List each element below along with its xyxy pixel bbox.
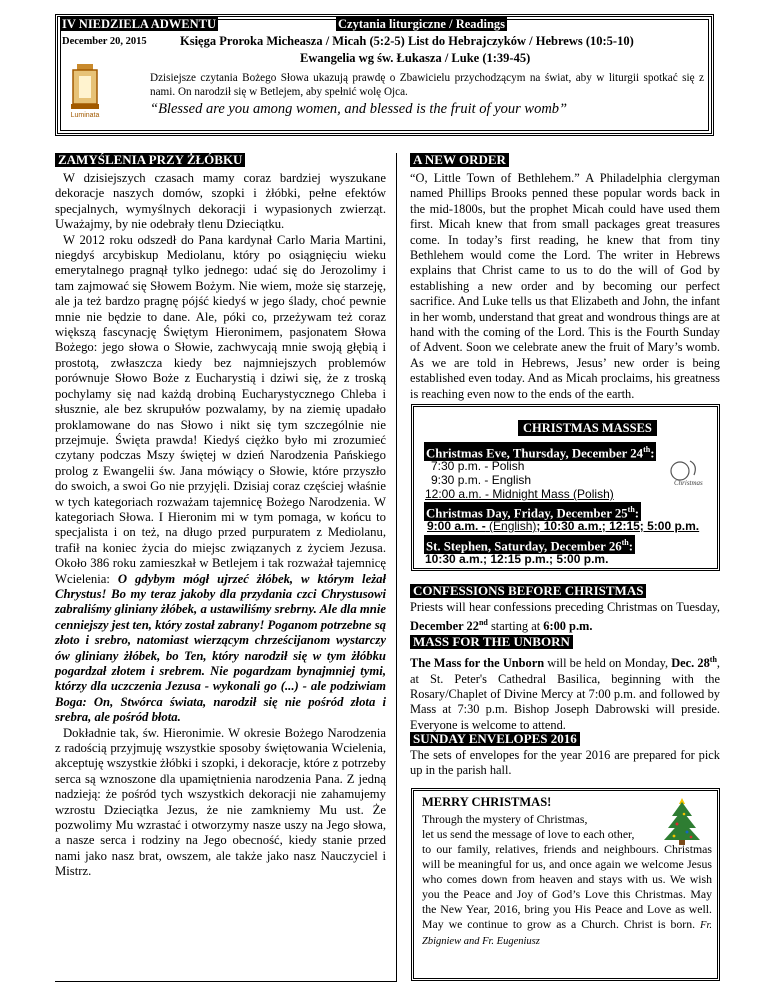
mass-time: 12:00 a.m. - Midnight Mass (Polish) <box>425 487 614 501</box>
mass-time: 9:00 a.m. - <box>427 519 486 533</box>
unborn-date: Dec. 28 <box>671 656 710 671</box>
christmas-eve-sup: th <box>643 445 651 454</box>
merry-christmas-title: MERRY CHRISTMAS! <box>422 795 552 809</box>
svg-text:Christmas: Christmas <box>674 479 703 487</box>
reflection-paragraph: W dzisiejszych czasach mamy coraz bardziej wyszukane dekoracje naszych domów, szopki i żłóbki, pełne efektów specjalnych, wymyślnych dekoracji i wypasionych zwierząt. Uważajmy, by nie odebrały tlenu Dzieciątku. <box>55 171 386 232</box>
unborn-text: will be held on Monday, <box>544 656 672 671</box>
reflection-body <box>55 171 386 880</box>
confessions-date-sup: nd <box>478 618 488 628</box>
reflection-heading: ZAMYŚLENIA PRZY ŻŁÓBKU <box>55 153 245 167</box>
christmas-decoration-icon <box>668 455 708 487</box>
christmas-day-times <box>427 519 699 533</box>
lantern-icon <box>63 62 107 112</box>
christmas-eve-text: Christmas Eve, Thursday, December 24 <box>426 446 644 461</box>
unborn-body <box>410 652 720 733</box>
confessions-text: starting at <box>487 619 544 634</box>
unborn-date-sup: th <box>709 655 717 664</box>
gospel-quote: “Blessed are you among women, and blessed is the fruit of your womb” <box>150 101 568 117</box>
mass-time: 10:30 a.m.; 12:15 p.m.; 5:00 p.m. <box>425 552 609 566</box>
reflection-text: W 2012 roku odszedł do Pana kardynał Carlo Maria Martini, niegdyś arcybiskup Mediolanu, który po osiągnięciu wieku emerytalnego pragnął tylko jednego: udać się do Jerozolimy i tam zajmować się Słowem Bożym. Nie wiem, może się starzeję, ale ja też bardzo pragnę pójść kiedyś w jego ślady, choć pewnie mnie nie będzie to dane. Ale, póki co, przeżywam też coraz większą fascynację Świętym Hieronimem, pasjonatem Słowa Bożego: jego słowa o Słowie, zachwycają mnie swoją głębią i prostotą, zwłaszcza kiedy bez najmniejszych problemów porównuje Słowo Boże z Eucharystią i dziwi się, że z troską pochylamy się nad każdą drobiną Eucharystycznego Chleba i słusznie, ale bez skrupułów pozwalamy, by na ziemię upadało proklamowane do nas Słowo i nikt się tym szczególnie nie przejmuje. Święta prawda! Kiedyś ciężko było mi zrozumieć czytany podczas Mszy świętej w dzień Narodzenia Pańskiego prolog z Ewangelii św. Jana mówiący o Słowie, które przyszło do swoich, a swoi Go nie przyjęli. Dzisiaj coraz częściej właśnie w tych kategoriach rozważam tajemnicę Bożego Narodzenia. W kategoriach Słowa. I Hieronim mi w tym pomaga, w końcu to specjalista i on też, na długo przed purpuratem z Mediolanu, trafił na koniec życia do miejsc związanych z życiem Jezusa. Około 386 roku zamieszkał w Betlejem i tak rozważał tajemnicę Wcielenia: <box>55 232 386 586</box>
week-title: IV NIEDZIELA ADWENTU <box>62 17 216 31</box>
mass-language: (English) <box>489 519 537 533</box>
christmas-day-text: Christmas Day, Friday, December 25 <box>426 506 628 521</box>
confessions-date: December 22 <box>410 619 479 634</box>
merry-signature: Fr. Zbigniew and Fr. Eugeniusz <box>422 920 713 947</box>
mass-time: 9:30 p.m. - English <box>431 473 532 487</box>
st-stephen-sup: th <box>621 538 629 547</box>
confessions-time: 6:00 p.m. <box>543 619 593 634</box>
confessions-body <box>410 600 720 635</box>
readings-summary: Dzisiejsze czytania Bożego Słowa ukazują prawdę o Zbawicielu przychodzącym na świat, aby w liturgii spotkać się z nami. On narodził się w Betlejem, aby spełnić wolę Ojca. <box>150 72 704 98</box>
merry-line: let us send the message of love to each other, <box>422 827 635 841</box>
readings-line-2: Ewangelia wg św. Łukasza / Luke (1:39-45) <box>300 51 531 65</box>
logo-text: Luminata <box>70 112 100 119</box>
st-stephen-text: St. Stephen, Saturday, December 26 <box>426 539 622 554</box>
jerome-quote: O gdybym mógł ujrzeć żłóbek, w którym leżał Chrystus! Bo my teraz jakoby dla przydania czci Chrystusowi zabraliśmy gliniany żłóbek, a ustawiliśmy srebrny. Ale dla mnie cenniejszy jest ten, który został zabrany! Poganom potrzebne są złoto i srebro, natomiast wierzącym chrześcijanom wystarczy ów gliniany żłóbek, bo Ten, który narodził się w tym żłóbku pogardzał złotem i srebrem. Nie pogardzam bynajmniej tymi, którzy dla uczczenia Jezusa - wykonali go (...) - ale podziwiam Boga: On, Stwórca świata, narodził się nie pośród złota i srebra, ale pośród błota. <box>55 571 387 725</box>
reflection-paragraph: Dokładnie tak, św. Hieronimie. W okresie Bożego Narodzenia z radością przyjmuję wszystkie sposoby świętowania Wcielenia, akceptuję wszystkie żłóbki i szopki, i dekoracje, które z potrzeby serca są wznoszone dla upamiętnienia narodzenia Pana. Z jedną nadzieją: że pośród tych wszystkich dekoracji nie zahamujemy wzrostu Dzieciątka Jezus, że nie zamkniemy Mu ust. Że pozwolimy Mu wzrastać i otworzymy nasze uszy na Jego słowa, a nasze serca i rodziny na Jego obecność, kiedy stanie przed nami jako nasz brat, owszem, ale także jako nasz Nauczyciel i Mistrz. <box>55 725 386 879</box>
luminata-logo <box>63 62 107 122</box>
bulletin-date: December 20, 2015 <box>62 36 147 47</box>
unborn-lead: The Mass for the Unborn <box>410 656 545 671</box>
unborn-text: , at St. Peter's Cathedral Basilica, beginning with the Rosary/Chaplet of Divine Mercy at 7:00 p.m. and followed by Mass at 7:30 p.m. Bishop Joseph Dabrowski will preside. Everyone is welcome to attend. <box>410 656 721 732</box>
merry-christmas-body <box>422 812 712 949</box>
new-order-body: “O, Little Town of Bethlehem.” A Philadelphia clergyman named Phillips Brooks penned these popular words back in the mid-1800s, but the prophet Micah could have used them first. Micah knew that from small packages great treasures come. In today’s first reading, he knew that from tiny Bethlehem would come the Lord. The writer in Hebrews explains that Christ came to us to do the will of God by establishing a new order and by becoming our perfect sacrifice. And Luke tells us that Elizabeth and John, the infant in her womb, understand that great and wondrous things are at hand with the coming of the Lord. This is the Fourth Sunday of Advent. Soon we celebrate anew the fruit of Mary’s womb. As we are told in Hebrews, Jesus’ new order is being established even today. And as Micah proclaims, his greatness is reaching even now to the ends of the earth. <box>410 171 720 401</box>
confessions-text: Priests will hear confessions preceding Christmas on Tuesday, <box>410 600 720 614</box>
mass-time: ; 10:30 a.m.; 12:15; 5:00 p.m. <box>536 519 700 533</box>
merry-text: to our family, relatives, friends and neighbours. Christmas will be meaningful for us, and once again we welcome Jesus who comes down from heaven and stays with us. We wish you the Peace and Joy of God’s Love this Christmas. May the New Year, 2016, bring you His Peace and Love as well. May we continue to grow as a Church. Christ is born. <box>422 842 712 931</box>
christmas-eve-heading: Christmas Eve, Thursday, December 24th: <box>424 442 656 461</box>
christmas-day-sup: th <box>627 505 635 514</box>
readings-line-1: Księga Proroka Micheasza / Micah (5:2-5) List do Hebrajczyków / Hebrews (10:5-10) <box>180 34 634 48</box>
envelopes-body: The sets of envelopes for the year 2016 are prepared for pick up in the parish hall. <box>410 748 720 778</box>
mass-time: 7:30 p.m. - Polish <box>431 459 525 473</box>
readings-title: Czytania liturgiczne / Readings <box>338 17 506 31</box>
masses-title: CHRISTMAS MASSES <box>518 420 657 436</box>
reflection-paragraph <box>55 233 386 726</box>
new-order-heading: A NEW ORDER <box>410 153 509 167</box>
envelopes-heading: SUNDAY ENVELOPES 2016 <box>410 732 580 746</box>
confessions-heading: CONFESSIONS BEFORE CHRISTMAS <box>410 584 646 598</box>
st-stephen-heading: St. Stephen, Saturday, December 26th: <box>424 535 635 554</box>
unborn-heading: MASS FOR THE UNBORN <box>410 635 573 649</box>
christmas-day-heading: Christmas Day, Friday, December 25th: <box>424 502 641 521</box>
merry-line: Through the mystery of Christmas, <box>422 812 588 826</box>
